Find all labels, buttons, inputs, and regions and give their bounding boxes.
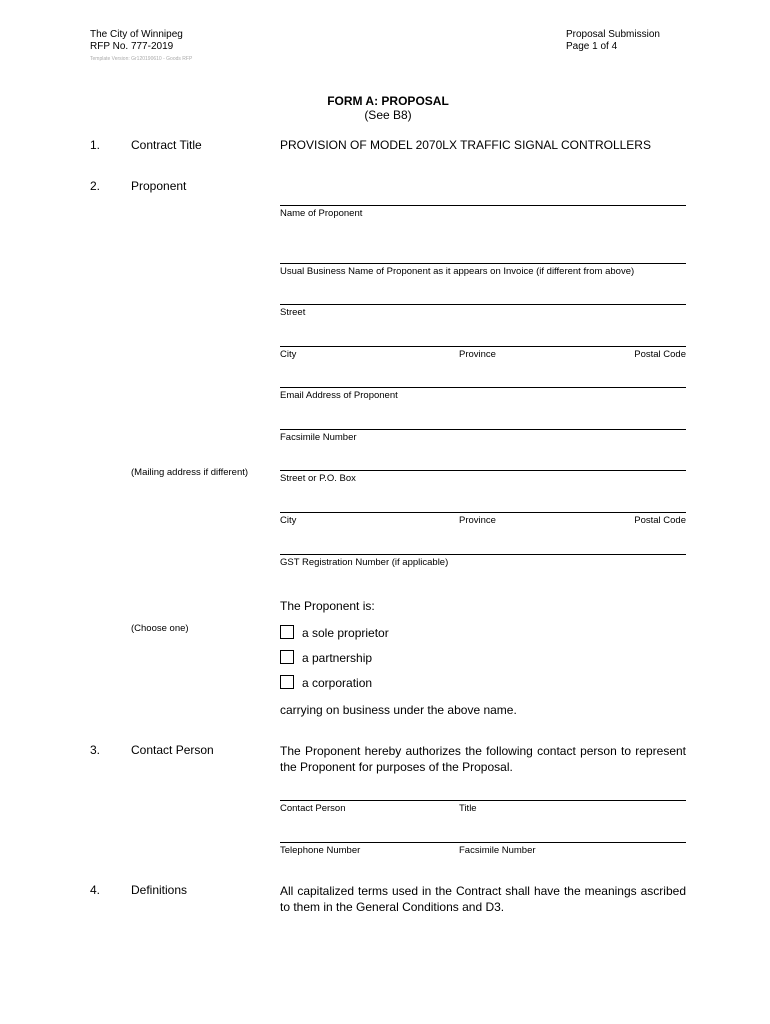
gst-label: GST Registration Number (if applicable) [280,557,449,568]
header-proposal-submission: Proposal Submission [566,29,660,40]
contract-title-value: PROVISION OF MODEL 2070LX TRAFFIC SIGNAL CONTROLLERS [280,138,651,152]
facsimile-field[interactable] [280,429,686,430]
proponent-name-label: Name of Proponent [280,208,363,219]
telephone-label: Telephone Number [280,845,361,856]
po-box-label: Street or P.O. Box [280,473,356,484]
contact-person-label: Contact Person [280,803,346,814]
mailing-address-note: (Mailing address if different) [131,467,249,478]
choose-one-note: (Choose one) [131,623,189,634]
email-field[interactable] [280,387,686,388]
gst-field[interactable] [280,554,686,555]
contact-title-label: Title [459,803,477,814]
section-3-label: Contact Person [131,743,214,757]
partnership-label: a partnership [302,651,373,665]
section-4-label: Definitions [131,883,188,897]
postal-code-label: Postal Code [634,349,686,360]
header-template-note: Template Version: Gr120190610 - Goods RFP [90,56,193,62]
partnership-checkbox[interactable] [280,650,294,664]
section-1-number: 1. [90,138,101,152]
section-3-number: 3. [90,743,101,757]
street-label: Street [280,307,306,318]
header-page-number: Page 1 of 4 [566,41,618,52]
sole-proprietor-checkbox[interactable] [280,625,294,639]
contact-person-title-field[interactable] [280,800,686,801]
po-box-field[interactable] [280,470,686,471]
mailing-postal-code-label: Postal Code [634,515,686,526]
business-name-label: Usual Business Name of Proponent as it appears on Invoice (if different from above) [280,266,635,277]
province-label: Province [459,349,496,360]
city-label: City [280,349,297,360]
sole-proprietor-label: a sole proprietor [302,626,389,640]
section-2-label: Proponent [131,179,187,193]
proponent-is-heading: The Proponent is: [280,599,375,613]
mailing-city-province-postal-field[interactable] [280,512,686,513]
facsimile-label: Facsimile Number [280,432,357,443]
contact-facsimile-label: Facsimile Number [459,845,536,856]
proponent-name-field[interactable] [280,205,686,206]
carrying-on-business-text: carrying on business under the above name. [280,703,517,717]
section-2-number: 2. [90,179,101,193]
mailing-city-label: City [280,515,297,526]
corporation-checkbox[interactable] [280,675,294,689]
section-1-label: Contract Title [131,138,202,152]
telephone-facsimile-field[interactable] [280,842,686,843]
header-city: The City of Winnipeg [90,29,183,40]
form-subtitle: (See B8) [364,108,412,122]
definitions-text: All capitalized terms used in the Contract shall have the meanings ascribed to them in the General Conditions and D3. [280,884,686,914]
email-label: Email Address of Proponent [280,390,398,401]
contact-person-authorization-text: The Proponent hereby authorizes the following contact person to represent the Proponent for purposes of the Proposal. [280,744,686,774]
corporation-label: a corporation [302,676,373,690]
business-name-field[interactable] [280,263,686,264]
mailing-province-label: Province [459,515,496,526]
section-4-number: 4. [90,883,101,897]
header-rfp-number: RFP No. 777-2019 [90,41,174,52]
form-title: FORM A: PROPOSAL [327,94,449,108]
street-field[interactable] [280,304,686,305]
city-province-postal-field[interactable] [280,346,686,347]
